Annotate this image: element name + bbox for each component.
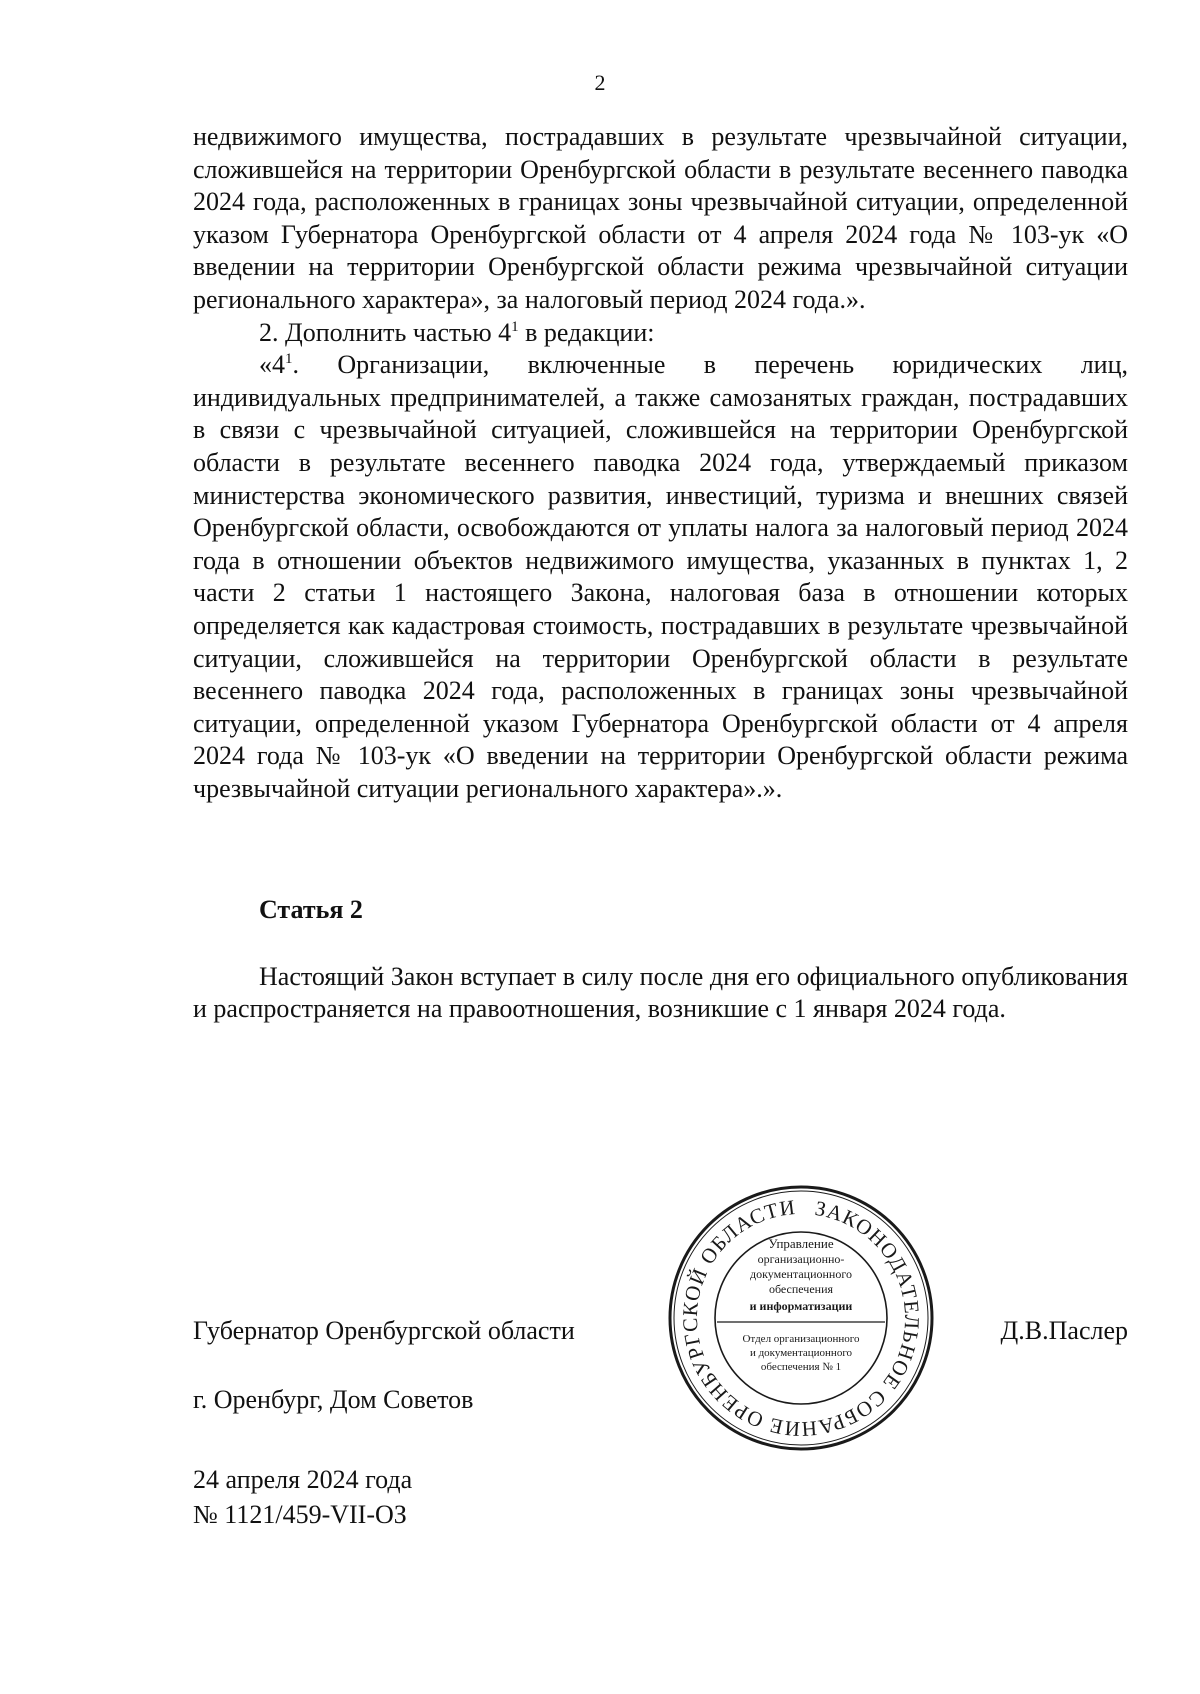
amendment-text-start: 2. Дополнить частью 4 — [259, 317, 512, 347]
seal-inner-top-line-1: Управление — [768, 1236, 834, 1251]
article-2-block — [193, 894, 1128, 1026]
official-seal — [665, 1182, 937, 1454]
signing-place: г. Оренбург, Дом Советов — [193, 1385, 474, 1414]
law-number: № 1121/459-VII-ОЗ — [193, 1500, 407, 1529]
superscript-index: 1 — [285, 351, 293, 368]
governor-name: Д.В.Паслер — [1000, 1316, 1128, 1345]
seal-inner-top-line-2: организационно- — [757, 1252, 845, 1266]
paragraph-part-4-1 — [193, 349, 1128, 805]
article-1-continuation — [193, 121, 1128, 805]
signing-date: 24 апреля 2024 года — [193, 1465, 413, 1494]
seal-inner-top-line-4: обеспечения — [768, 1282, 834, 1296]
page-number: 2 — [594, 70, 606, 95]
governor-title: Губернатор Оренбургской области — [193, 1316, 575, 1345]
seal-graphic — [665, 1182, 937, 1454]
paragraph-amendment-item-2 — [193, 317, 1128, 350]
article-2-heading: Статья 2 — [259, 895, 363, 924]
superscript-index: 1 — [511, 318, 519, 335]
seal-outer-ring-thin — [674, 1191, 928, 1445]
seal-inner-top-line-3: документационного — [750, 1267, 852, 1281]
paragraph-continuation: недвижимого имущества, пострадавших в результате чрезвычайной ситуации, сложившейся на территории Оренбургской области в результате весеннего паводка 2024 года, расположенных в границах зоны чрезвычайной ситуации, определенной указом Губернатора Оренбургской области от 4 апреля 2024 года № 103-ук «О введении на территории Оренбургской области режима чрезвычайной ситуации регионального характера», за налоговый период 2024 года.». — [193, 122, 1128, 314]
seal-inner-bottom-line-3: обеспечения № 1 — [760, 1361, 842, 1373]
seal-ring-textpath: ЗАКОНОДАТЕЛЬНОЕ СОБРАНИЕ ОРЕНБУРГСКОЙ ОБЛАСТИ — [677, 1194, 925, 1442]
seal-inner-bottom-line-1: Отдел организационного — [742, 1333, 860, 1345]
part-number-start: «4 — [259, 350, 285, 380]
seal-inner-top-line-5: и информатизации — [749, 1299, 853, 1313]
article-2-text: Настоящий Закон вступает в силу после дня его официального опубликования и распространяется на правоотношения, возникшие с 1 января 2024 года. — [193, 961, 1128, 1024]
seal-outer-ring — [670, 1187, 932, 1449]
seal-inner-bottom-line-2: и документационного — [749, 1347, 853, 1359]
part-text: . Организации, включенные в перечень юридических лиц, индивидуальных предпринимателей, а также самозанятых граждан, пострадавших в связи с чрезвычайной ситуацией, сложившейся на территории Оренбургской области в результате весеннего паводка 2024 года, утверждаемый приказом министерства экономического развития, инвестиций, туризма и внешних связей Оренбургской области, освобождаются от уплаты налога за налоговый период 2024 года в отношении объектов недвижимого имущества, указанных в пунктах 1, 2 части 2 статьи 1 настоящего Закона, налоговая база в отношении которых определяется как кадастровая стоимость, пострадавших в результате чрезвычайной ситуации, сложившейся на территории Оренбургской области в результате весеннего паводка 2024 года, расположенных в границах зоны чрезвычайной ситуации, определенной указом Губернатора Оренбургской области от 4 апреля 2024 года № 103-ук «О введении на территории Оренбургской области режима чрезвычайной ситуации регионального характера».». — [193, 350, 1128, 803]
amendment-text-end: в редакции: — [518, 317, 655, 347]
